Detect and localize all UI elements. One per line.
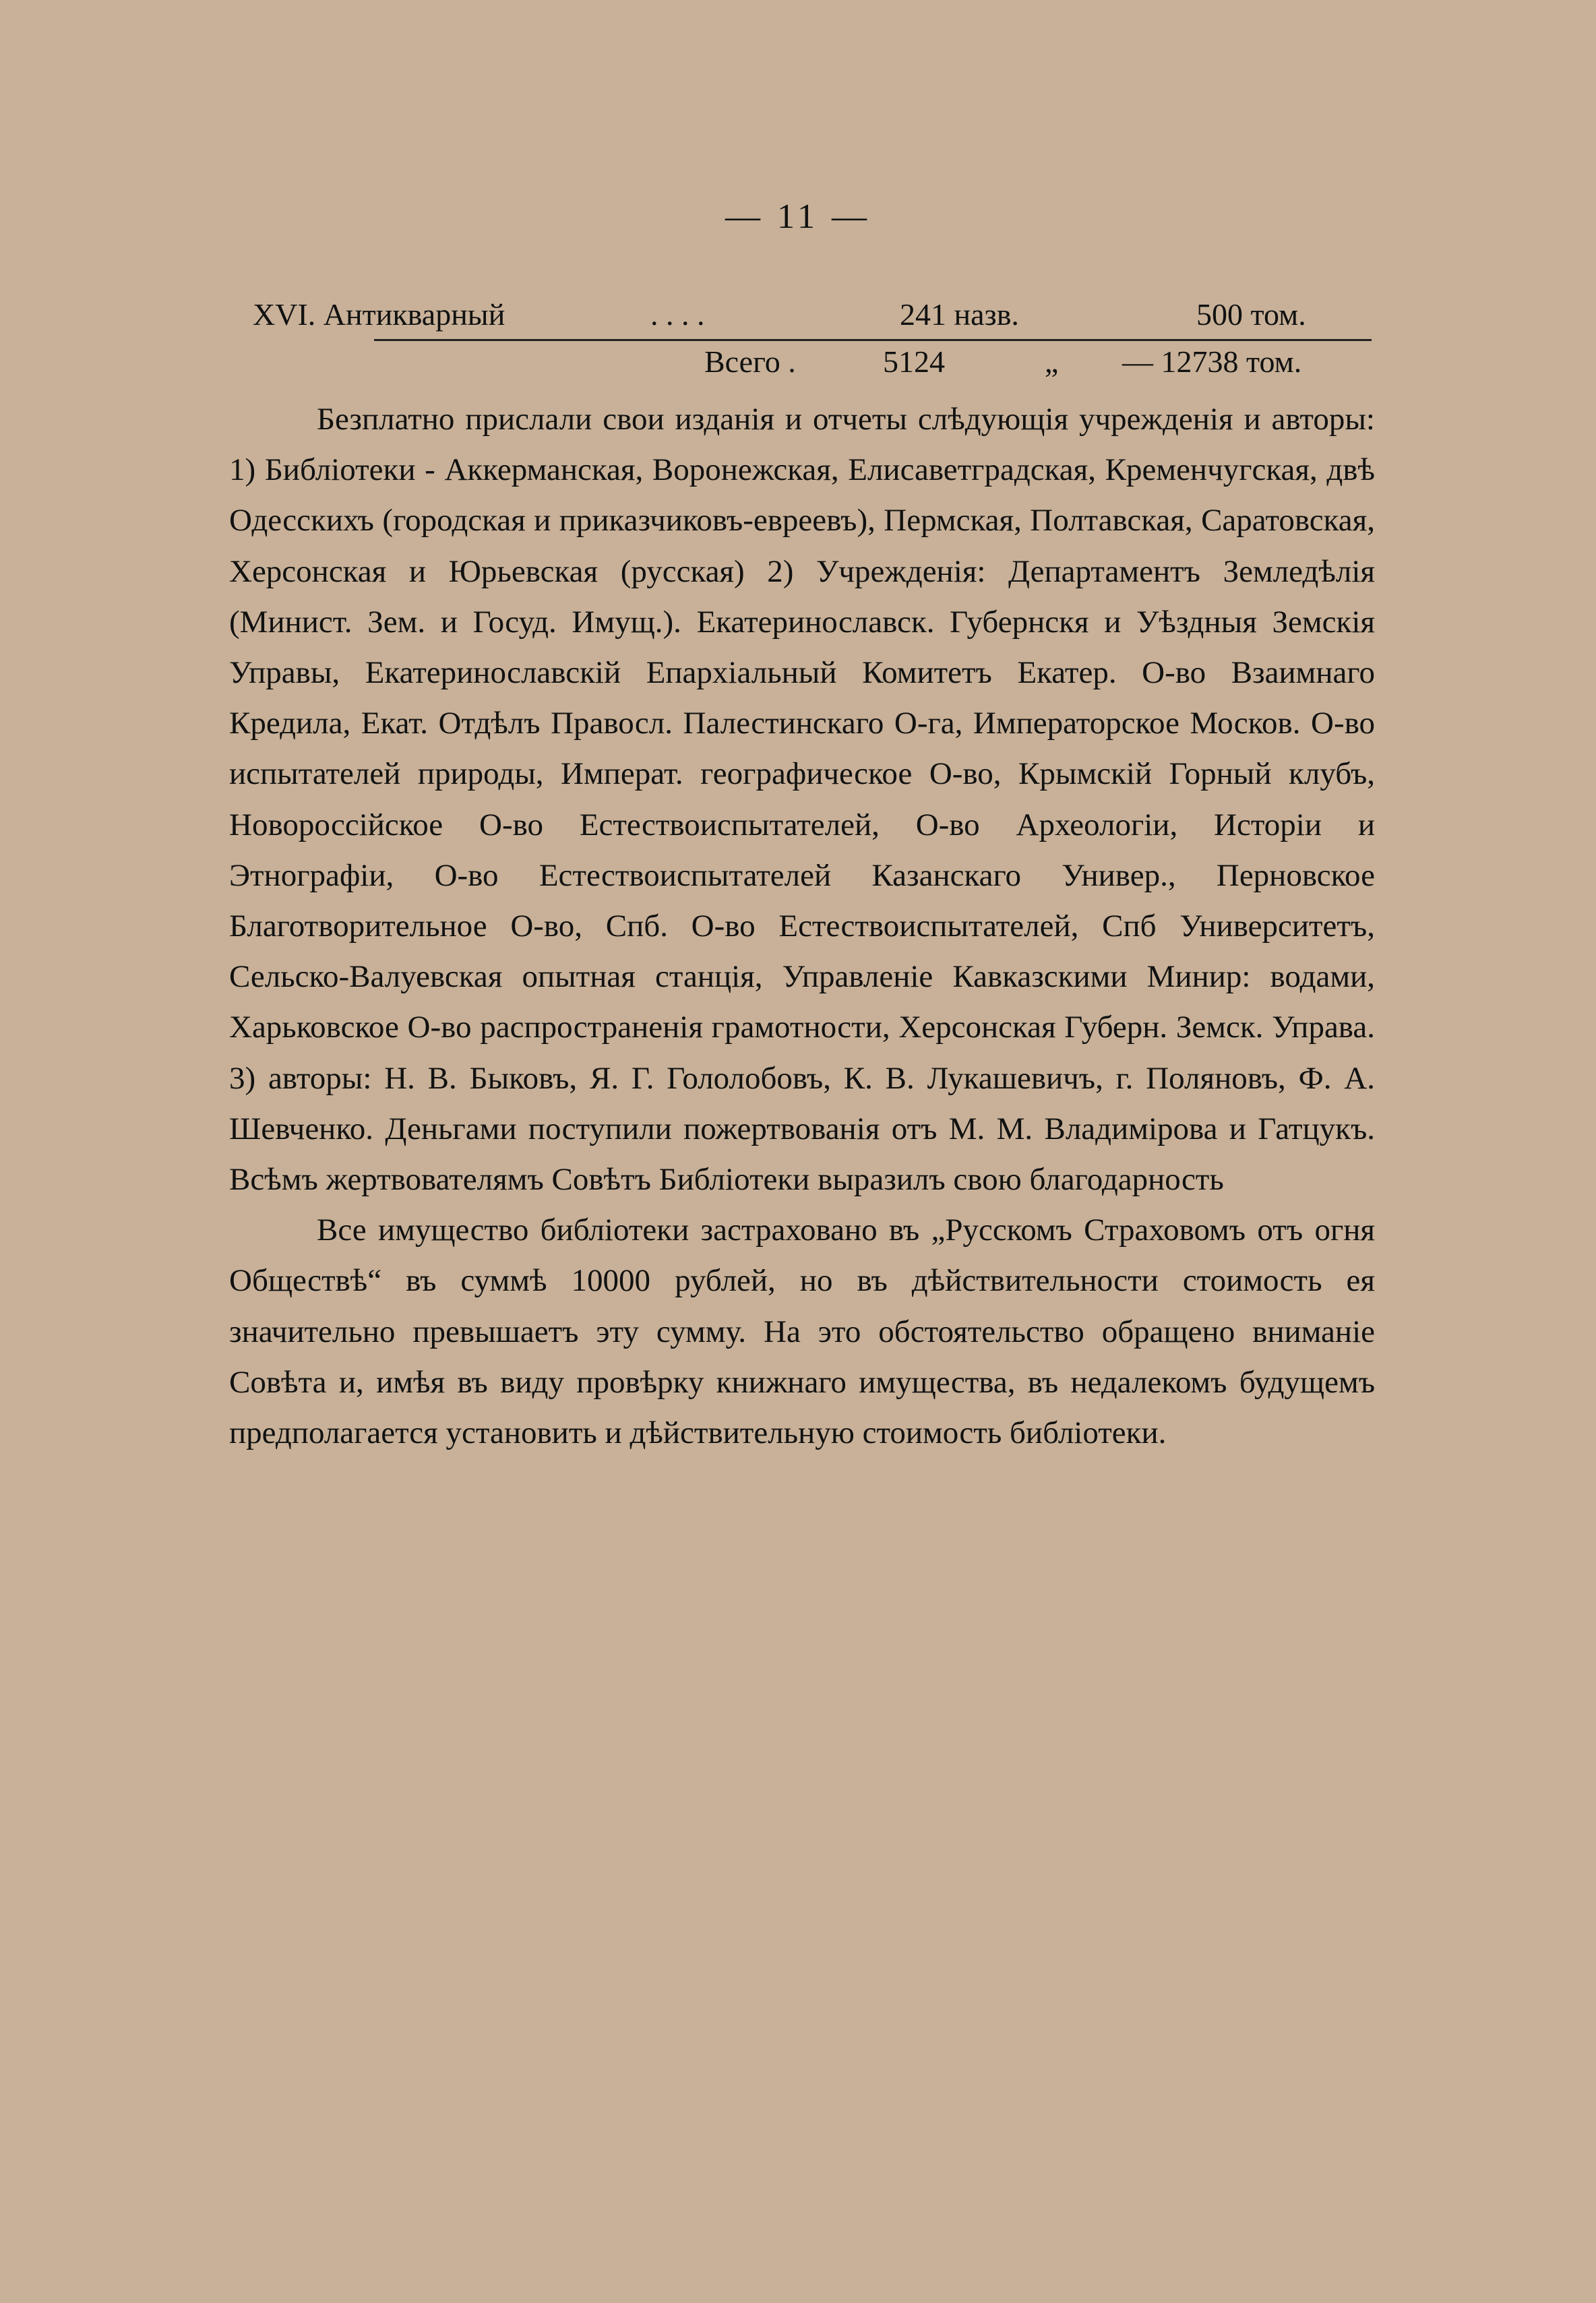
paragraph-donations: Безплатно прислали свои изданія и отчеты слѣдующія учрежденія и авторы: 1) Библіотеки - Аккерманская, Воронежская, Елисаветградская, Кременчугская, двѣ Одесскихъ (городская и приказчиковъ-евреевъ), Пермская, Полтавская, Саратовская, Херсонская и Юрьевская (русская) 2) Учрежденія: Департаментъ Земледѣлія (Минист. Зем. и Госуд. Имущ.). Екатеринославск. Губернскя и Уѣздныя Земскія Управы, Екатеринославскій Епархіальный Комитетъ Екатер. О-во Взаимнаго Кредила, Екат. Отдѣлъ Правосл. Палестинскаго О-га, Императорское Москов. О-во испытателей природы, Императ. географическое О-во, Крымскій Горный клубъ, Новороссійское О-во Естествоиспытателей, О-во Археологіи, Исторіи и Этнографіи, О-во Естествоиспытателей Казанскаго Универ., Перновское Благотворительное О-во, Спб. О-во Естествоиспытателей, Спб Университетъ, Сельско-Валуевская опытная станція, Управленіе Кавказскими Минир: водами, Харьковское О-во распространенія грамотности, Херсонская Губерн. Земск. Управа. 3) авторы: Н. В. Быковъ, Я. Г. Гололобовъ, К. В. Лукашевичъ, г. Поляновъ, Ф. А. Шевченко. Деньгами поступили пожертвованія отъ М. М. Владимірова и Гатцукъ. Всѣмъ жертвователямъ Совѣтъ Библіотеки выразилъ свою благодарность (229, 402, 1375, 1198)
total-rule (374, 339, 1372, 341)
row-label: XVI. Антикварный (253, 297, 505, 332)
page-number: — 11 — (725, 197, 871, 236)
row-volumes: 500 том. (1196, 297, 1306, 332)
row-dots: . . . . (650, 297, 705, 332)
row-titles: 241 назв. (900, 297, 1019, 332)
body-text (229, 394, 1375, 1458)
table-row-antiquarian (233, 297, 1372, 337)
total-label: Всего . (704, 344, 796, 379)
paragraph-insurance: Все имущество библіотеки застраховано въ „Русскомъ Страховомъ отъ огня Обществѣ“ въ суммѣ 10000 рублей, но въ дѣйствительности стоимость ея значительно превышаетъ эту сумму. На это обстоятельство обращено вниманіе Совѣта и, имѣя въ виду провѣрку книжнаго имущества, въ недалекомъ будущемъ предполагается установить и дѣйствительную стоимость библіотеки. (229, 1212, 1375, 1451)
total-ditto: „ (1045, 344, 1059, 379)
table-row-total (233, 344, 1372, 384)
total-volumes: — 12738 том. (1122, 344, 1302, 379)
total-titles: 5124 (883, 344, 945, 379)
